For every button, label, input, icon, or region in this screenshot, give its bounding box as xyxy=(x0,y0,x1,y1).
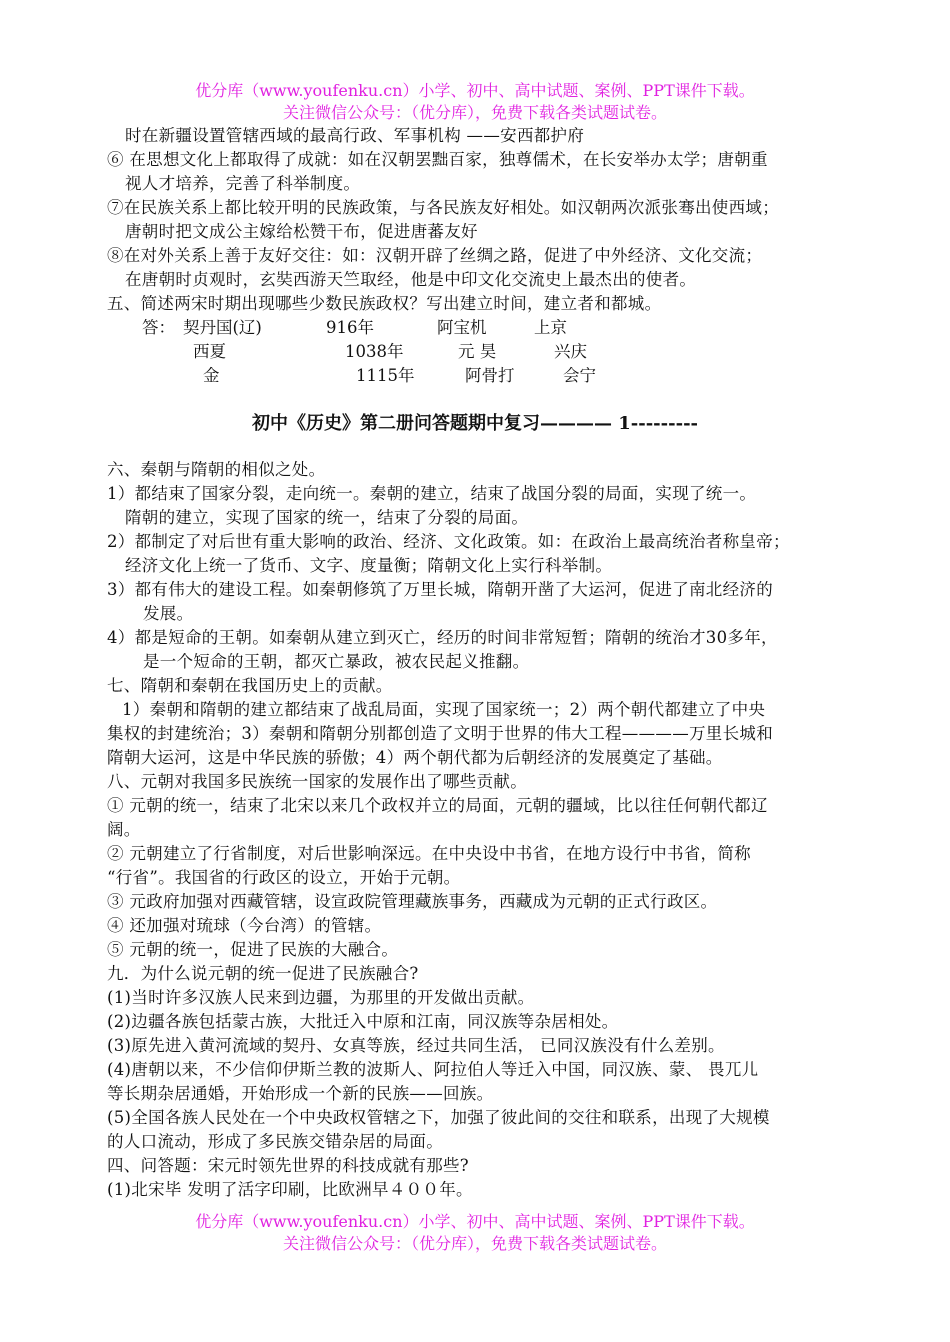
question-heading: 六、秦朝与隋朝的相似之处。 xyxy=(107,460,326,479)
text-line: (2)边疆各族包括蒙古族，大批迁入中原和江南，同汉族等杂居相处。 xyxy=(107,1012,619,1031)
text-line: ⑧在对外关系上善于友好交往：如：汉朝开辟了丝绸之路，促进了中外经济、文化交流； xyxy=(107,246,763,265)
text-line: (4)唐朝以来，不少信仰伊斯兰教的波斯人、阿拉伯人等迁入中国，同汉族、蒙、 畏兀儿 xyxy=(107,1060,759,1079)
text-line: 唐朝时把文成公主嫁给松赞干布，促进唐蕃友好 xyxy=(125,222,478,241)
founder: 阿宝机 xyxy=(437,318,487,337)
text-line: (5)全国各族人民处在一个中央政权管辖之下，加强了彼此间的交往和联系，出现了大规模 xyxy=(107,1108,770,1127)
founder: 元 昊 xyxy=(458,342,497,361)
capital: 上京 xyxy=(534,318,567,337)
text-line: 2）都制定了对后世有重大影响的政治、经济、文化政策。如：在政治上最高统治者称皇帝； xyxy=(107,532,790,551)
text-line: ② 元朝建立了行省制度，对后世影响深远。在中央设中书省，在地方设行中书省，简称 xyxy=(107,844,751,863)
text-line: 等长期杂居通婚，开始形成一个新的民族——回族。 xyxy=(107,1084,494,1103)
text-line: 隋朝的建立，实现了国家的统一，结束了分裂的局面。 xyxy=(125,508,529,527)
founding-year: 916年 xyxy=(326,318,374,337)
regime-name: 契丹国(辽) xyxy=(183,318,262,337)
text-line: ⑦在民族关系上都比较开明的民族政策，与各民族友好相处。如汉朝两次派张骞出使西域； xyxy=(107,198,779,217)
page-title: 初中《历史》第二册问答题期中复习———— 1--------- xyxy=(251,413,699,434)
capital: 兴庆 xyxy=(554,342,587,361)
regime-name: 西夏 xyxy=(193,342,226,361)
text-line: 隋朝大运河，这是中华民族的骄傲；4）两个朝代都为后朝经济的发展奠定了基础。 xyxy=(107,748,723,767)
text-line: 1）都结束了国家分裂，走向统一。秦朝的建立，结束了战国分裂的局面，实现了统一。 xyxy=(107,484,757,503)
question-heading: 八、元朝对我国多民族统一国家的发展作出了哪些贡献。 xyxy=(107,772,527,791)
text-line: 发展。 xyxy=(143,604,194,623)
founder: 阿骨打 xyxy=(465,366,515,385)
text-line: (1)北宋毕 发明了活字印刷，比欧洲早４００年。 xyxy=(107,1180,473,1199)
header-watermark-line1: 优分库（www.youfenku.cn）小学、初中、高中试题、案例、PPT课件下载。 xyxy=(195,81,755,100)
text-line: (3)原先进入黄河流域的契丹、女真等族，经过共同生活， 已同汉族没有什么差别。 xyxy=(107,1036,725,1055)
text-line: 的人口流动，形成了多民族交错杂居的局面。 xyxy=(107,1132,443,1151)
text-line: ④ 还加强对琉球（今台湾）的管辖。 xyxy=(107,916,382,935)
regime-name: 金 xyxy=(203,366,220,385)
answer-prefix: 答： xyxy=(142,318,175,337)
question-heading: 五、简述两宋时期出现哪些少数民族政权？写出建立时间，建立者和都城。 xyxy=(107,294,662,313)
text-line: ③ 元政府加强对西藏管辖，设宣政院管理藏族事务，西藏成为元朝的正式行政区。 xyxy=(107,892,718,911)
footer-watermark-line2: 关注微信公众号：（优分库），免费下载各类试题试卷。 xyxy=(282,1234,667,1253)
footer-watermark-line1: 优分库（www.youfenku.cn）小学、初中、高中试题、案例、PPT课件下载。 xyxy=(195,1212,755,1231)
question-heading: 九．为什么说元朝的统一促进了民族融合? xyxy=(107,964,419,983)
question-heading: 四、问答题：宋元时领先世界的科技成就有那些? xyxy=(107,1156,469,1175)
capital: 会宁 xyxy=(563,366,596,385)
text-line: 4）都是短命的王朝。如秦朝从建立到灭亡，经历的时间非常短暂；隋朝的统治才30多年， xyxy=(107,628,778,647)
founding-year: 1115年 xyxy=(356,366,415,385)
text-line: 是一个短命的王朝，都灭亡暴政，被农民起义推翻。 xyxy=(143,652,530,671)
text-line: 阔。 xyxy=(107,820,141,839)
text-line: (1)当时许多汉族人民来到边疆，为那里的开发做出贡献。 xyxy=(107,988,535,1007)
text-line: ① 元朝的统一，结束了北宋以来几个政权并立的局面，元朝的疆域，比以往任何朝代都辽 xyxy=(107,796,768,815)
question-heading: 七、隋朝和秦朝在我国历史上的贡献。 xyxy=(107,676,393,695)
text-line: “行省”。我国省的行政区的设立，开始于元朝。 xyxy=(107,868,461,887)
text-line: 在唐朝时贞观时，玄奘西游天竺取经，他是中印文化交流史上最杰出的使者。 xyxy=(125,270,697,289)
text-line: ⑤ 元朝的统一，促进了民族的大融合。 xyxy=(107,940,399,959)
text-line: 3）都有伟大的建设工程。如秦朝修筑了万里长城，隋朝开凿了大运河，促进了南北经济的 xyxy=(107,580,773,599)
text-line: 1）秦朝和隋朝的建立都结束了战乱局面，实现了国家统一；2）两个朝代都建立了中央 xyxy=(122,700,766,719)
text-line: 时在新疆设置管辖西域的最高行政、军事机构 ——安西都护府 xyxy=(125,126,585,145)
founding-year: 1038年 xyxy=(345,342,404,361)
text-line: 集权的封建统治；3）秦朝和隋朝分别都创造了文明于世界的伟大工程————万里长城和 xyxy=(107,724,773,743)
text-line: ⑥ 在思想文化上都取得了成就：如在汉朝罢黜百家，独尊儒术，在长安举办太学；唐朝重 xyxy=(107,150,768,169)
text-line: 视人才培养，完善了科举制度。 xyxy=(125,174,361,193)
text-line: 经济文化上统一了货币、文字、度量衡；隋朝文化上实行科举制。 xyxy=(125,556,613,575)
header-watermark-line2: 关注微信公众号：（优分库），免费下载各类试题试卷。 xyxy=(282,103,667,122)
